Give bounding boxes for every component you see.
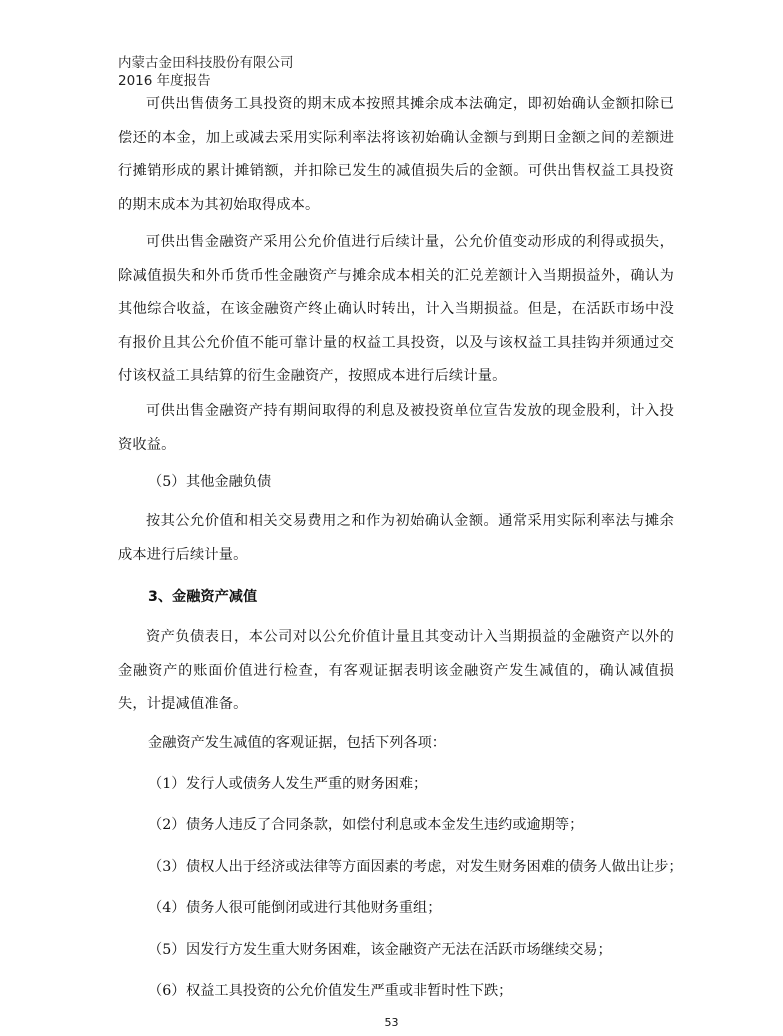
list-item xyxy=(148,979,512,1003)
paragraph-liability-measurement: 按其公允价值和相关交易费用之和作为初始确认金额。通常采用实际利率法与摊余成本进行后续计量。 xyxy=(118,513,674,563)
page-number: 53 xyxy=(384,1016,399,1029)
list-item-text: 因发行方发生重大财务困难，该金融资产无法在活跃市场继续交易； xyxy=(186,942,612,958)
list-item xyxy=(148,813,583,837)
paragraph-interest-dividends: 可供出售金融资产持有期间取得的利息及被投资单位宣告发放的现金股利，计入投资收益。 xyxy=(118,403,674,453)
company-name: 内蒙古金田科技股份有限公司 xyxy=(118,55,294,71)
section-heading: 3、金融资产减值 xyxy=(148,589,258,605)
paragraph-amortized-cost: 可供出售债务工具投资的期末成本按照其摊余成本法确定，即初始确认金额扣除已偿还的本金，加上或减去采用实际利率法将该初始确认金额与到期日金额之间的差额进行摊销形成的累计摊销额，并扣除已发生的减值损失后的金额。可供出售权益工具投资的期末成本为其初始取得成本。 xyxy=(118,96,674,213)
paragraph-fair-value-measurement: 可供出售金融资产采用公允价值进行后续计量，公允价值变动形成的利得或损失，除减值损失和外币货币性金融资产与摊余成本相关的汇兑差额计入当期损益外，确认为其他综合收益，在该金融资产终止确认时转出，计入当期损益。但是，在活跃市场中没有报价且其公允价值不能可靠计量的权益工具投资，以及与该权益工具挂钩并须通过交付该权益工具结算的衍生金融资产，按照成本进行后续计量。 xyxy=(118,234,674,384)
list-item-number: （2） xyxy=(148,817,186,833)
list-item-number: （6） xyxy=(148,983,186,999)
list-item-number: （5） xyxy=(148,942,186,958)
list-item-number: （3） xyxy=(148,859,186,875)
evidence-intro: 金融资产发生减值的客观证据，包括下列各项： xyxy=(148,735,446,751)
list-item xyxy=(148,896,441,920)
list-item-text: 债权人出于经济或法律等方面因素的考虑，对发生财务困难的债务人做出让步； xyxy=(186,859,683,875)
paragraph-impairment-check: 资产负债表日，本公司对以公允价值计量且其变动计入当期损益的金融资产以外的金融资产的账面价值进行检查，有客观证据表明该金融资产发生减值的，确认减值损失，计提减值准备。 xyxy=(118,629,674,712)
list-item-text: 债务人违反了合同条款，如偿付利息或本金发生违约或逾期等； xyxy=(186,817,584,833)
list-item xyxy=(148,772,427,796)
report-title: 2016 年度报告 xyxy=(118,73,211,89)
list-item xyxy=(148,938,612,962)
list-item-number: （4） xyxy=(148,900,186,916)
page-header xyxy=(118,54,294,90)
list-item-text: 发行人或债务人发生严重的财务困难； xyxy=(186,776,428,792)
list-item-number: （1） xyxy=(148,776,186,792)
list-item xyxy=(148,855,683,879)
sub-item-text: 其他金融负债 xyxy=(186,474,272,490)
list-item-text: 权益工具投资的公允价值发生严重或非暂时性下跌； xyxy=(186,983,513,999)
list-item-text: 债务人很可能倒闭或进行其他财务重组； xyxy=(186,900,442,916)
sub-item-other-liabilities xyxy=(148,470,271,494)
sub-item-number: （5） xyxy=(148,474,186,490)
